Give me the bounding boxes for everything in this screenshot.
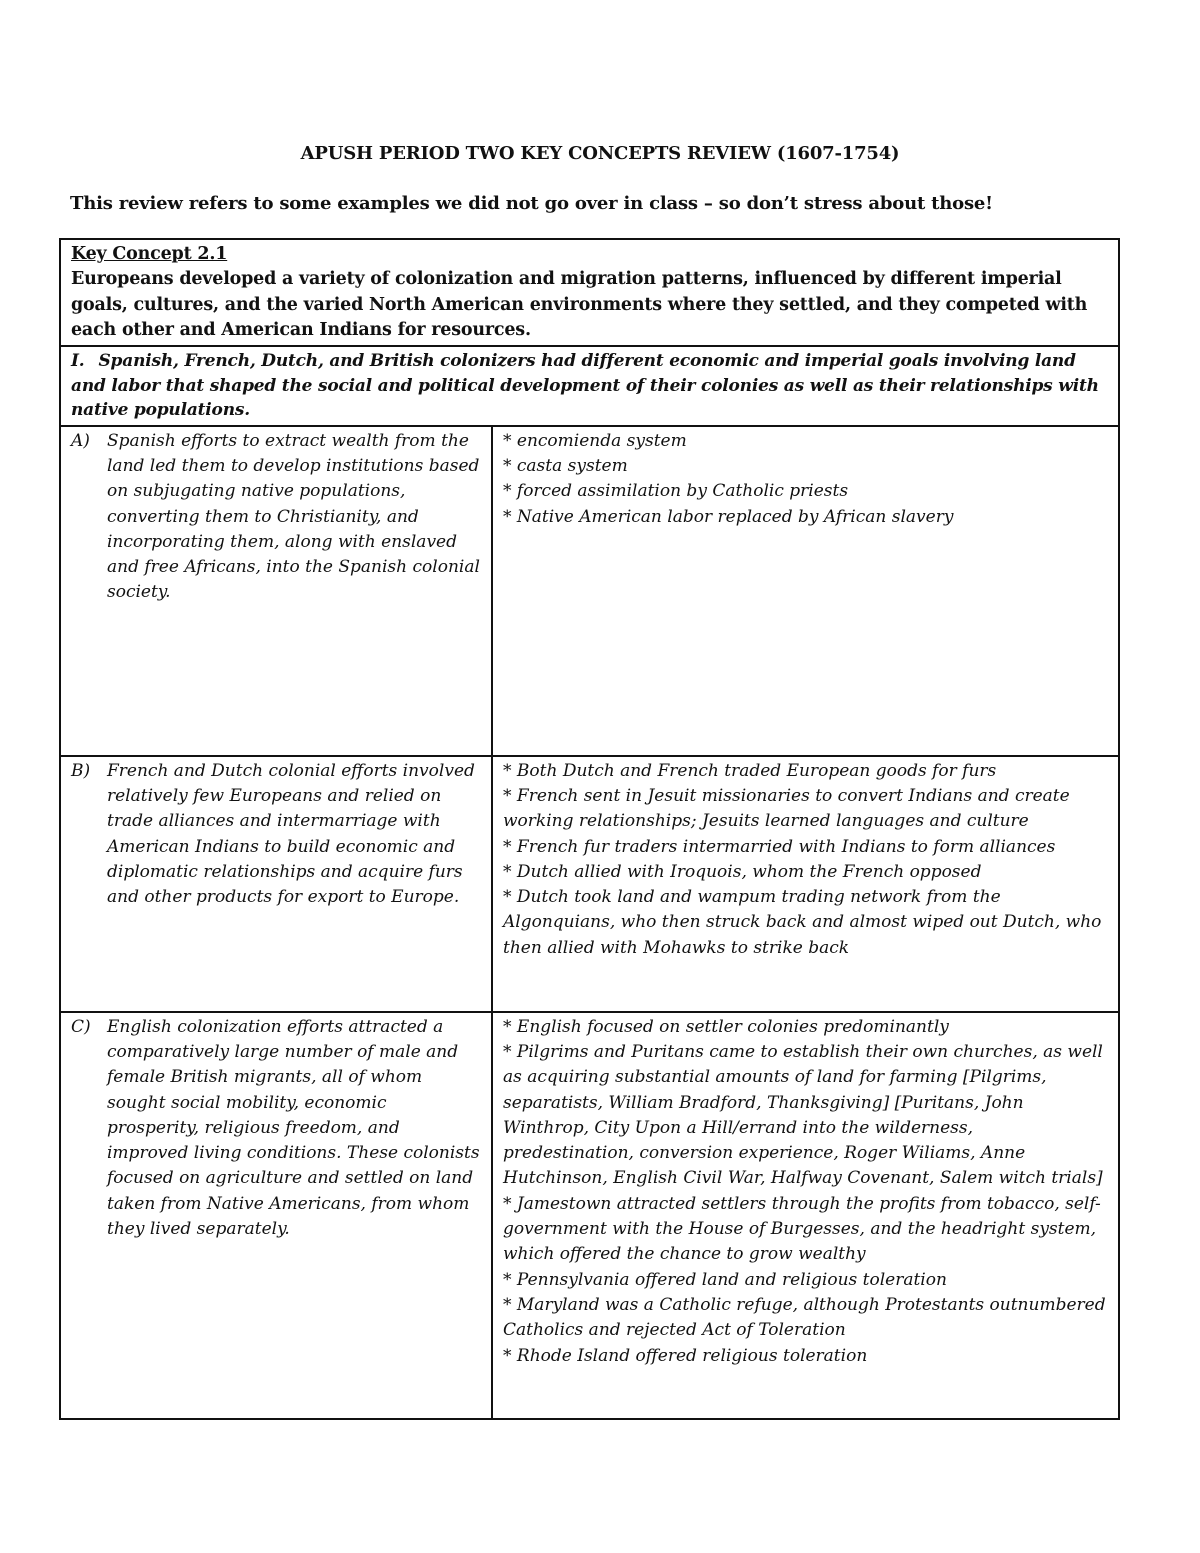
topic-cell (60, 1012, 492, 1419)
example-item: * Jamestown attracted settlers through the profits from tobacco, self-government with the House of Burgesses, and the headright system, which offered the chance to grow wealthy (503, 1193, 1101, 1265)
example-item: * Dutch took land and wampum trading network from the Algonquians, who then struck back and almost wiped out Dutch, who then allied with Mohawks to strike back (503, 887, 1102, 958)
theme-row (60, 346, 1119, 426)
example-item: * Dutch allied with Iroquois, whom the French opposed (503, 861, 982, 882)
table-row (60, 426, 1119, 756)
example-item: * encomienda system (503, 430, 687, 451)
intro-note: This review refers to some examples we did not go over in class – so don’t stress about those! (70, 193, 993, 214)
example-item: * Native American labor replaced by African slavery (503, 506, 954, 527)
example-item: * forced assimilation by Catholic priests (503, 481, 849, 502)
key-concept-label: Key Concept 2.1 (71, 244, 228, 264)
examples-cell (492, 1012, 1119, 1419)
example-item: * casta system (503, 455, 628, 476)
example-item: * Pennsylvania offered land and religious toleration (503, 1269, 947, 1290)
key-concept-cell (60, 239, 1119, 346)
example-item: * Rhode Island offered religious toleration (503, 1345, 868, 1366)
example-item: * Pilgrims and Puritans came to establish their own churches, as well as acquiring substantial amounts of land for farming [Pilgrims, separatists, William Bradford, Thanksgiving] [Puritans, John Winthrop, City Upon a Hill/errand into the wilderness, predestination, conversion experience, Roger Wiliams, Anne Hutchinson, English Civil War, Halfway Covenant, Salem witch trials] (503, 1041, 1103, 1189)
example-item: * French fur traders intermarried with Indians to form alliances (503, 836, 1056, 857)
example-item: * Maryland was a Catholic refuge, although Protestants outnumbered Catholics and rejected Act of Toleration (503, 1294, 1106, 1341)
example-item: * French sent in Jesuit missionaries to convert Indians and create working relationships; Jesuits learned languages and culture (503, 785, 1070, 832)
topic-letter: B) (71, 760, 91, 781)
topic-letter: A) (71, 430, 90, 451)
page-title: APUSH PERIOD TWO KEY CONCEPTS REVIEW (1607-1754) (300, 143, 900, 164)
topic-text: Spanish efforts to extract wealth from the land led them to develop institutions based on subjugating native populations, converting them to Christianity, and incorporating them, along with enslaved and free Africans, into the Spanish colonial society. (107, 430, 480, 603)
example-item: * Both Dutch and French traded European goods for furs (503, 760, 997, 781)
theme-text: Spanish, French, Dutch, and British colonizers had different economic and imperial goals involving land and labor that shaped the social and political development of their colonies as well as their relationships with native populations. (71, 351, 1099, 421)
theme-numeral: I. (71, 351, 85, 372)
topic-cell (60, 756, 492, 1012)
examples-cell (492, 756, 1119, 1012)
topic-cell (60, 426, 492, 756)
key-concept-statement: Europeans developed a variety of colonization and migration patterns, influenced by different imperial goals, cultures, and the varied North American environments where they settled, and they competed with each other and American Indians for resources. (71, 269, 1088, 340)
key-concept-row (60, 239, 1119, 346)
review-table (59, 238, 1120, 1420)
topic-letter: C) (71, 1016, 91, 1037)
table-row (60, 1012, 1119, 1419)
topic-text: English colonization efforts attracted a comparatively large number of male and female British migrants, all of whom sought social mobility, economic prosperity, religious freedom, and improved living conditions. These colonists focused on agriculture and settled on land taken from Native Americans, from whom they lived separately. (107, 1016, 480, 1240)
example-item: * English focused on settler colonies predominantly (503, 1016, 949, 1037)
theme-cell (60, 346, 1119, 426)
table-row (60, 756, 1119, 1012)
topic-text: French and Dutch colonial efforts involved relatively few Europeans and relied on trade alliances and intermarriage with American Indians to build economic and diplomatic relationships and acquire furs and other products for export to Europe. (107, 760, 475, 908)
examples-cell (492, 426, 1119, 756)
